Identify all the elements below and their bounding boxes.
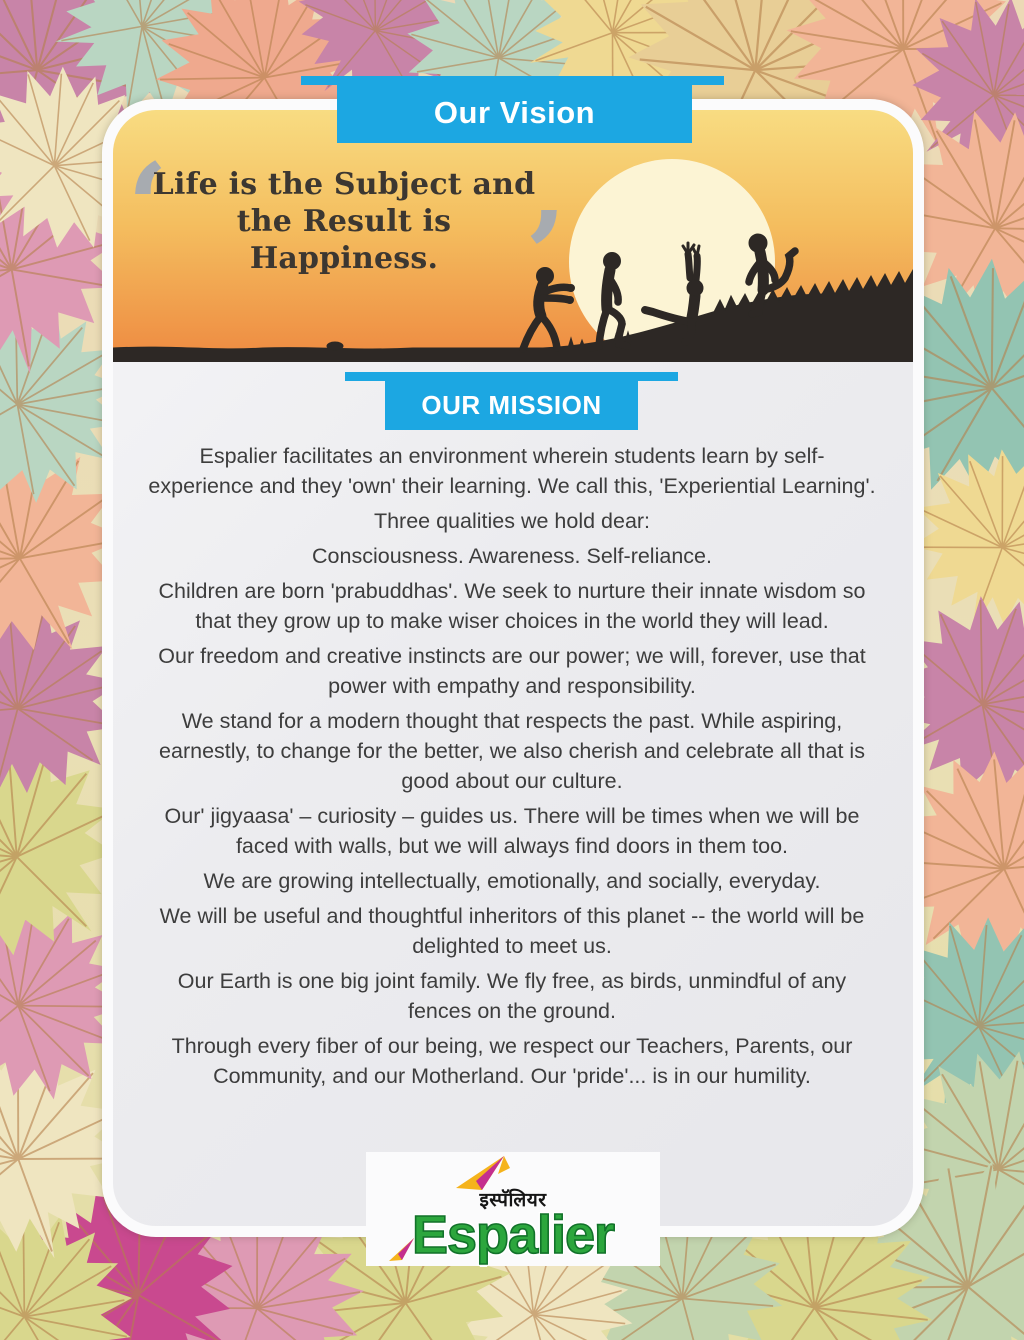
mission-paragraph: Consciousness. Awareness. Self-reliance. bbox=[312, 544, 712, 568]
mission-paragraph: We will be useful and thoughtful inheritors of this planet -- the world will be delighted to meet us. bbox=[159, 904, 865, 958]
vision-quote-line2: the Result is Happiness. bbox=[236, 204, 452, 276]
logo-wordmark: Espalier bbox=[411, 1205, 615, 1265]
vision-banner-label: Our Vision bbox=[433, 95, 596, 130]
mission-paragraph: Our Earth is one big joint family. We fly free, as birds, unmindful of any fences on the ground. bbox=[177, 969, 847, 1023]
vision-banner bbox=[337, 83, 692, 143]
mission-paragraph: Three qualities we hold dear: bbox=[373, 509, 651, 533]
mission-paragraph: Our' jigyaasa' – curiosity – guides us. There will be times when we will be faced with walls, but we will always find doors in them too. bbox=[164, 804, 860, 858]
mission-banner bbox=[385, 380, 638, 430]
mission-paragraph: Children are born 'prabuddhas'. We seek to nurture their innate wisdom so that they grow up to make wiser choices in the world they will lead. bbox=[158, 579, 866, 633]
mission-text-block bbox=[148, 441, 876, 1096]
vision-quote-line1: Life is the Subject and bbox=[152, 167, 536, 202]
logo-devanagari-text: इस्पॅलियर bbox=[479, 1190, 547, 1211]
mission-banner-label: OUR MISSION bbox=[421, 389, 602, 420]
mission-paragraph: Through every fiber of our being, we respect our Teachers, Parents, our Community, and our Motherland. Our 'pride'... is in our humility. bbox=[171, 1034, 853, 1088]
paper-plane-icon bbox=[454, 1154, 512, 1190]
vision-quote bbox=[149, 166, 539, 277]
small-paper-plane-icon bbox=[388, 1236, 418, 1262]
mission-paragraph: Espalier facilitates an environment wherein students learn by self-experience and they 'own' their learning. We call this, 'Experiential Learning'. bbox=[148, 444, 876, 498]
mission-paragraph: We are growing intellectually, emotionally, and socially, everyday. bbox=[203, 869, 821, 893]
mission-paragraph: Our freedom and creative instincts are our power; we will, forever, use that power with empathy and responsibility. bbox=[158, 644, 866, 698]
mission-paragraph: We stand for a modern thought that respects the past. While aspiring, earnestly, to change for the better, we also cherish and celebrate all that is good about our culture. bbox=[159, 709, 865, 793]
vision-header-panel bbox=[113, 110, 913, 362]
espalier-logo bbox=[366, 1152, 660, 1266]
open-quote-mark: ‘ bbox=[127, 137, 169, 276]
close-quote-mark: ’ bbox=[525, 185, 567, 324]
